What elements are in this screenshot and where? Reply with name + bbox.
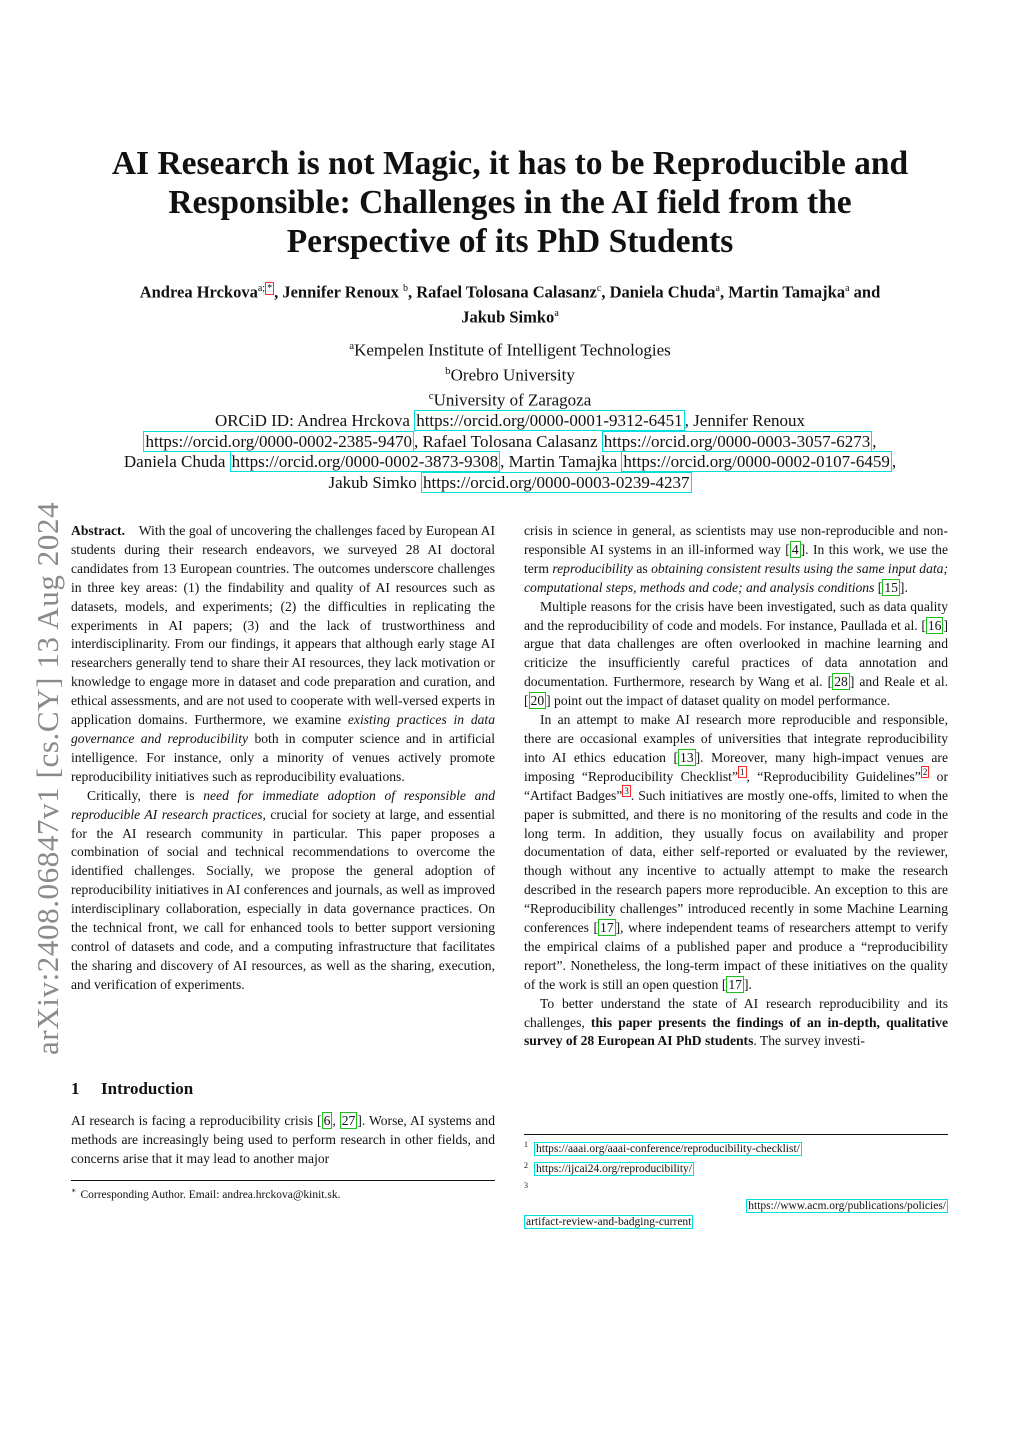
- intro-paragraph: [71, 1112, 495, 1169]
- section-number: 1: [71, 1079, 80, 1098]
- citation-link[interactable]: 27: [341, 1113, 356, 1128]
- affiliation-mark: a: [715, 283, 720, 294]
- author-name: Jennifer Renoux: [282, 282, 399, 302]
- body-paragraph: crisis in science in general, as scientists may use non-reproducible and non-responsible AI systems in an ill-informed way [ 4 ]. In this work, we use the term reproducibility as obtaining consistent results using the same input data; computational steps, methods and code; and analysis conditions [ 15 ].: [524, 523, 948, 595]
- orcid-block: ORCiD ID: Andrea Hrckova https://orcid.org/0000-0001-9312-6451 , Jennifer Renoux https://orcid.org/0000-0002-2385-9470 , Rafael Tolosana Calasanz https://orcid.org/0000-0003-3057-6273 , Daniela Chuda https://orcid.org/0000-0002-3873-9308 , Martin Tamajka https://orcid.org/0000-0002-0107-6459 , Jakub Simko https://orcid.org/0000-0003-0239-4237: [123, 411, 897, 492]
- affiliation-mark: a: [845, 283, 850, 294]
- author-name: Rafael Tolosana Calasanz: [416, 282, 597, 302]
- paper-title: [70, 144, 950, 261]
- affiliation: Kempelen Institute of Intelligent Technologies: [354, 340, 671, 360]
- citation-link[interactable]: 4: [791, 541, 799, 557]
- footnote-mark: 1: [524, 1140, 528, 1149]
- affiliations: [60, 336, 960, 493]
- affiliation: University of Zaragoza: [433, 390, 592, 410]
- title-line: Responsible: Challenges in the AI field from the: [168, 184, 852, 221]
- orcid-link[interactable]: https://orcid.org/0000-0002-0107-6459: [623, 452, 890, 472]
- abstract: [71, 522, 495, 995]
- author-name: , Martin Tamajka: [500, 452, 618, 472]
- footnote-rule: [524, 1134, 948, 1135]
- author-conjunction: and: [853, 282, 881, 302]
- abstract-emphasis: existing practices in data governance and reproducibility: [71, 712, 496, 746]
- footnotes: [524, 1137, 948, 1230]
- orcid-link[interactable]: https://orcid.org/0000-0003-0239-4237: [423, 472, 690, 492]
- footnote-text: Corresponding Author. Email: andrea.hrckova@kinit.sk.: [80, 1188, 341, 1201]
- footnote-corresponding: [71, 1186, 495, 1201]
- footnote-link[interactable]: 2: [922, 767, 928, 778]
- orcid-link[interactable]: https://orcid.org/0000-0002-3873-9308: [231, 452, 499, 472]
- footnote-mark: 3: [524, 1181, 528, 1191]
- author-name: Jakub Simko: [328, 472, 417, 492]
- body-text: ,: [332, 1113, 340, 1128]
- section-title: Introduction: [101, 1079, 194, 1098]
- title-line: Perspective of its PhD Students: [286, 223, 734, 260]
- right-column: [524, 522, 948, 1051]
- affiliation-mark: c: [428, 390, 434, 403]
- footnote-rule: [71, 1180, 495, 1181]
- footnote-link[interactable]: 1: [740, 767, 745, 778]
- abstract-paragraph: [71, 787, 495, 995]
- abstract-text: With the goal of uncovering the challenges faced by European AI students during their research endeavors, we surveyed 28 AI doctoral candidates from 13 European countries. The outcomes underscore challenges in three key areas: (1) the findability and quality of AI resources such as datasets, models, and experiments; (2) the difficulties in replicating the experiments in AI papers; (3) and the lack of trustworthiness and interdisciplinarity. From our findings, it appears that although early stage AI researchers generally tend to share their AI resources, they lack motivation or knowledge to engage more in dataset and code preparation and curation, and ethical assessments, and are not used to cooperate with well-versed experts in application domains. Furthermore, we examine: [71, 523, 496, 728]
- title-line: AI Research is not Magic, it has to be Reproducible and: [111, 145, 909, 182]
- orcid-link[interactable]: https://orcid.org/0000-0003-3057-6273: [603, 431, 871, 451]
- footnote-mark: 2: [524, 1160, 528, 1170]
- affiliation-mark: a: [349, 340, 355, 352]
- author-name: , Jennifer Renoux: [684, 411, 806, 431]
- citation-link[interactable]: 15: [884, 579, 898, 595]
- footnote-url-link[interactable]: artifact-review-and-badging-current: [526, 1215, 692, 1228]
- citation-link[interactable]: 17: [600, 920, 614, 936]
- section-heading: [71, 1079, 193, 1099]
- abstract-text: Critically, there is: [87, 787, 195, 803]
- footnote: [524, 1137, 948, 1158]
- citation-link[interactable]: 20: [530, 693, 545, 709]
- affiliation-mark: c: [596, 283, 602, 294]
- author-name: , Rafael Tolosana Calasanz: [413, 431, 598, 451]
- author-name: Andrea Hrckova: [139, 282, 258, 302]
- affiliation-mark: b: [445, 365, 451, 378]
- orcid-link[interactable]: https://orcid.org/0000-0002-2385-9470: [145, 431, 412, 451]
- footnote-mark: ∗: [71, 1186, 77, 1195]
- body-paragraph: In an attempt to make AI research more reproducible and responsible, there are occasional examples of universities that integrate reproducibility into AI ethics education [ 13 ]. Moreover, many high-impact venues are imposing “Reproducibility Checklist” $^1$ , “Reproducibility Guidelines” $^2$ or “Artifact Badges” $^3$ . Such initiatives are mostly one-offs, limited to when the paper is submitted, and there is no monitoring of the results and code in the long term. In addition, they usually focus on availability and proper documentation of data, either self-reported or evaluated by the reviewer, though without any incentive to actually attempt to make the research described in the research papers more reproducible. An exception to this are “Reproducibility challenges” introduced recently in some Machine Learning conferences [ 17 ], where independent teams of researchers attempt to verify the empirical claims of a published paper and produce a “reproducibility report”. Nonetheless, the long-term impact of these initiatives on the quality of the work is still an open question [ 17 ].: [524, 712, 949, 992]
- corresponding-author-link[interactable]: *: [267, 283, 273, 294]
- author-list: Andrea Hrckova$^{a; *}$ , Jennifer Renoux $^b$, Rafael Tolosana Calasanz$^c$, Daniela Chuda$^a$, Martin Tamajka$^a$ and Jakub Simko$^a$: [139, 282, 881, 326]
- footnote-url-link[interactable]: https://aaai.org/aaai-conference/reproducibility-checklist/: [536, 1142, 800, 1155]
- abstract-paragraph: [71, 522, 495, 787]
- arxiv-identifier: arXiv:2408.06847v1 [cs.CY] 13 Aug 2024: [30, 501, 65, 1055]
- footnote-url-link[interactable]: https://www.acm.org/publications/policies/: [748, 1199, 946, 1212]
- body-paragraph: Multiple reasons for the crisis have been investigated, such as data quality and the reproducibility of code and models. For instance, Paullada et al. [ 16 ] argue that data challenges are often overlooked in machine learning and criticize the insufficiently careful practices of data annotation and documentation. Furthermore, research by Wang et al. [ 28 ] and Reale et al. [ 20 ] point out the impact of dataset quality on model performance.: [524, 598, 949, 709]
- orcid-label: ORCiD ID: Andrea Hrckova: [214, 411, 410, 431]
- footnote: [524, 1178, 948, 1230]
- body-text: ]. Worse, AI systems and methods are increasingly being used to perform research in other fields, and concerns arise that it may lead to another major: [71, 1113, 496, 1166]
- author-name: Daniela Chuda: [123, 452, 226, 472]
- footnote-link[interactable]: 3: [624, 786, 629, 797]
- citation-link[interactable]: 17: [728, 976, 742, 992]
- author-name: Jakub Simko: [461, 307, 555, 326]
- affiliation-mark: b: [403, 283, 409, 294]
- abstract-emphasis: need for immediate adoption of responsible and reproducible AI research practices: [71, 787, 496, 822]
- author-name: Martin Tamajka: [728, 282, 846, 302]
- author-name: Daniela Chuda: [609, 282, 716, 302]
- citation-link[interactable]: 16: [927, 617, 942, 633]
- footnote-url-link[interactable]: https://ijcai24.org/reproducibility/: [536, 1163, 692, 1176]
- abstract-label: Abstract.: [71, 523, 125, 538]
- citation-link[interactable]: 13: [680, 749, 694, 765]
- abstract-text: both in computer science and in artificial intelligence. For instance, only a minority of venues actively promote reproducibility initiatives such as reproducibility evaluations.: [71, 730, 495, 784]
- abstract-text: , crucial for society at large, and essential for the AI research community in particular. This paper proposes a combination of social and technical recommendations to overcome the identified challenges. Socially, we propose the general adoption of reproducibility initiatives in AI conferences and journals, as well as improved interdisciplinary collaboration, especially in data governance practices. On the technical front, we call for enhanced tools to better support versioning control of datasets and code, and a computing infrastructure that facilitates the sharing and discovery of AI resources, as well as the sharing, execution, and verification of experiments.: [71, 806, 496, 992]
- citation-link[interactable]: 28: [834, 674, 848, 690]
- affiliation-mark: a: [554, 307, 559, 319]
- affiliation: Orebro University: [450, 365, 575, 385]
- orcid-link[interactable]: https://orcid.org/0000-0001-9312-6451: [416, 411, 683, 431]
- body-paragraph: To better understand the state of AI research reproducibility and its challenges, this paper presents the findings of an in-depth, qualitative survey of 28 European AI PhD students. The survey investi-: [524, 995, 948, 1049]
- affiliation-mark: a; *: [257, 283, 273, 294]
- citation-link[interactable]: 6: [323, 1113, 331, 1128]
- body-text: AI research is facing a reproducibility crisis [: [71, 1113, 322, 1128]
- footnote: [524, 1158, 948, 1179]
